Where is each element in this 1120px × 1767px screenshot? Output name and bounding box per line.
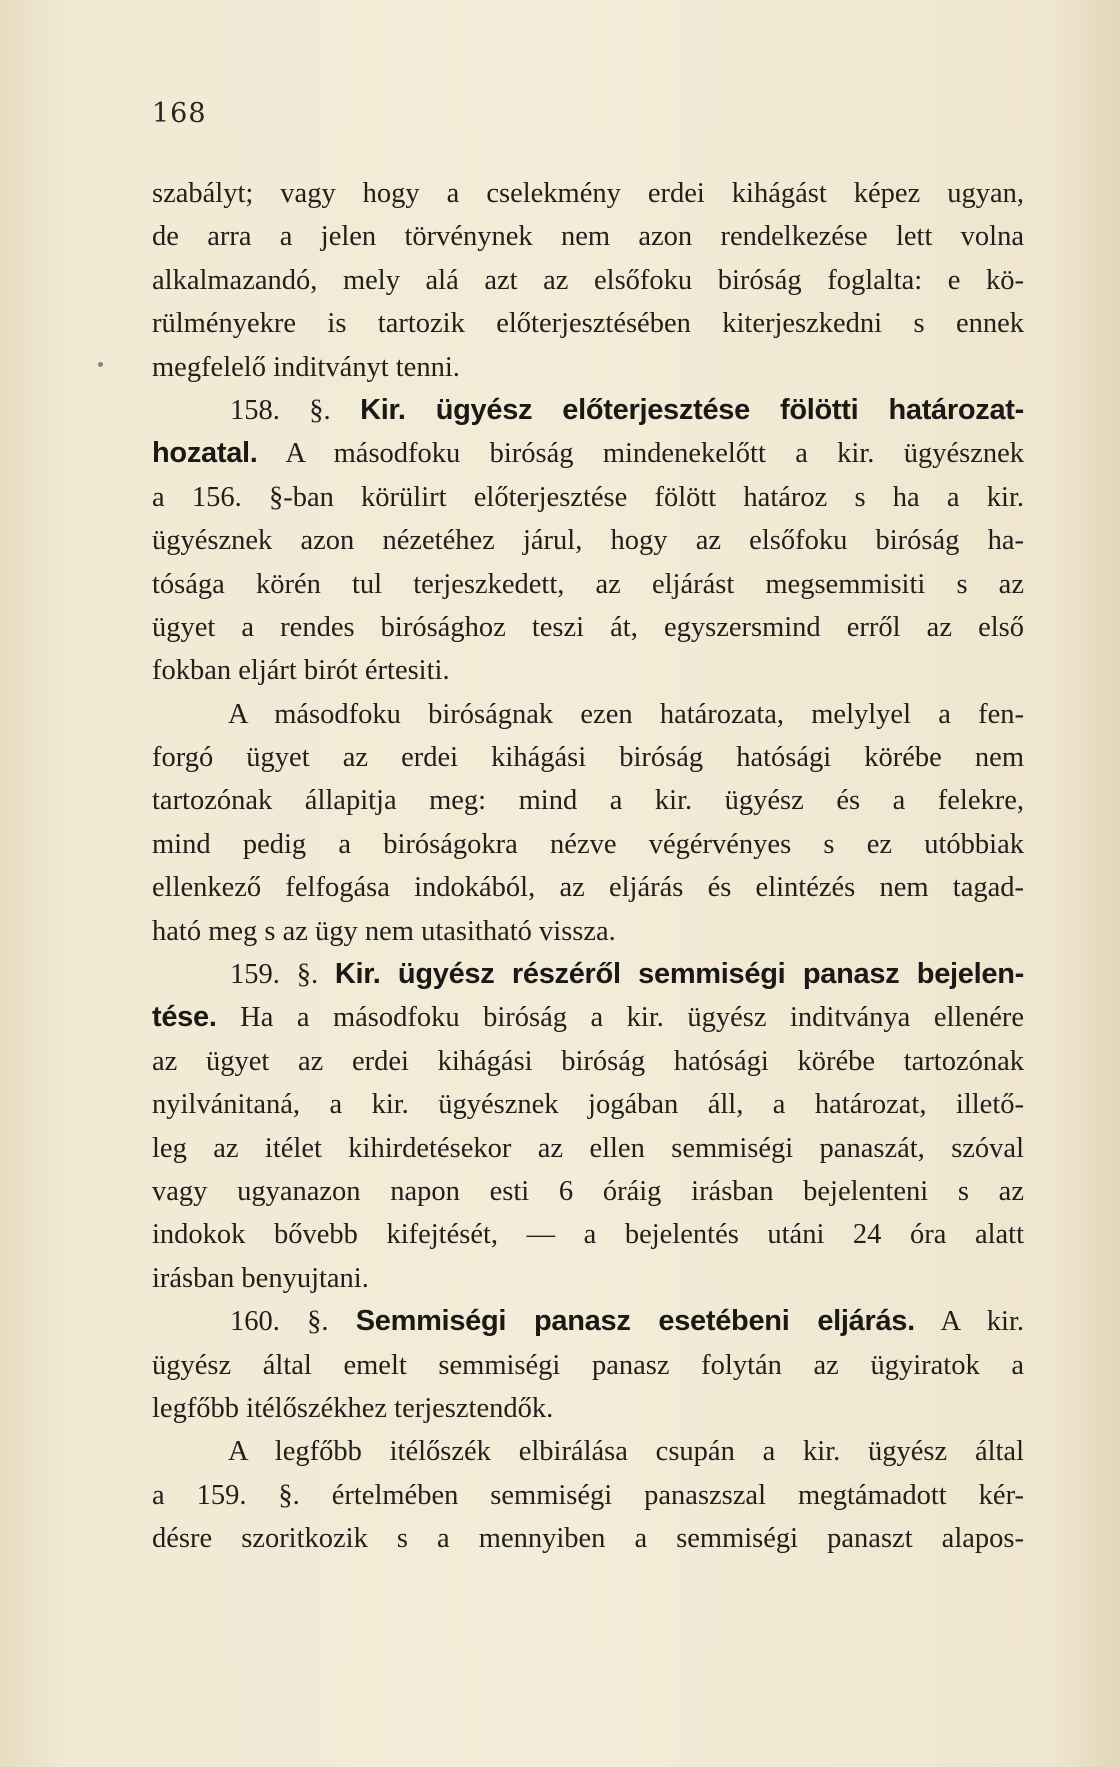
section-159-heading-line <box>152 953 1024 996</box>
text-line: ható meg s az ügy nem utasitható vissza. <box>152 915 616 947</box>
page-number: 168 <box>152 98 207 129</box>
text-line: forgó ügyet az erdei kihágási biróság hatósági körébe nem <box>152 742 1024 774</box>
text-line: alkalmazandó, mely alá azt az elsőfoku biróság foglalta: e kö- <box>152 264 1024 296</box>
text-line: A másodfoku biróságnak ezen határozata, melylyel a fen- <box>228 698 1024 730</box>
text-line: tósága körén tul terjeszkedett, az eljárást megsemmisiti s az <box>152 568 1024 600</box>
text-line: ügyésznek azon nézetéhez járul, hogy az elsőfoku biróság ha- <box>152 525 1024 557</box>
section-158-text: A másodfoku biróság mindenekelőtt a kir. ügyésznek <box>285 438 1024 470</box>
section-159-line <box>152 996 1024 1039</box>
text-line: rülményekre is tartozik előterjesztésében kiterjeszkedni s ennek <box>152 308 1024 340</box>
text-line: ügyész által emelt semmiségi panasz folytán az ügyiratok a <box>152 1349 1024 1381</box>
text-line: leg az itélet kihirdetésekor az ellen semmiségi panaszát, szóval <box>152 1132 1024 1164</box>
section-158-number: 158. §. <box>230 394 331 426</box>
section-159-heading: Kir. ügyész részéről semmiségi panasz bejelen- <box>334 958 1024 991</box>
section-158-heading-line <box>152 389 1024 432</box>
text-line: ellenkező felfogása indokából, az eljárás és elintézés nem tagad- <box>152 872 1024 904</box>
text-line: A legfőbb itélőszék elbirálása csupán a kir. ügyész által <box>228 1436 1024 1468</box>
section-158-heading: Kir. ügyész előterjesztése fölötti határozat- <box>360 393 1025 426</box>
margin-speck <box>98 362 103 367</box>
section-159-heading-end: tése. <box>152 1001 217 1034</box>
text-line: désre szoritkozik s a mennyiben a semmiségi panaszt alapos- <box>152 1523 1024 1555</box>
section-160-heading-line <box>152 1300 1024 1343</box>
text-line: de arra a jelen törvénynek nem azon rendelkezése lett volna <box>152 221 1024 253</box>
section-158-heading-end: hozatal. <box>152 437 258 470</box>
body-text <box>152 172 1024 1561</box>
text-line: nyilvánitaná, a kir. ügyésznek jogában áll, a határozat, illető- <box>152 1089 1024 1121</box>
text-line: indokok bővebb kifejtését, — a bejelentés utáni 24 óra alatt <box>152 1219 1024 1251</box>
text-line: az ügyet az erdei kihágási biróság hatósági körébe tartozónak <box>152 1045 1024 1077</box>
text-line: ügyet a rendes birósághoz teszi át, egyszersmind erről az első <box>152 611 1024 643</box>
text-line: mind pedig a biróságokra nézve végérvényes s ez utóbbiak <box>152 828 1024 860</box>
section-160-heading: Semmiségi panasz esetébeni eljárás. <box>355 1305 915 1338</box>
section-159-text: Ha a másodfoku biróság a kir. ügyész inditványa ellenére <box>240 1002 1024 1034</box>
text-line: a 159. §. értelmében semmiségi panaszszal megtámadott kér- <box>152 1479 1024 1511</box>
text-line: a 156. §-ban körülirt előterjesztése fölött határoz s ha a kir. <box>152 481 1024 513</box>
text-line: irásban benyujtani. <box>152 1262 369 1294</box>
text-line: megfelelő inditványt tenni. <box>152 351 460 383</box>
section-160-text: A kir. <box>940 1306 1024 1338</box>
text-line: fokban eljárt birót értesiti. <box>152 655 450 687</box>
text-line: vagy ugyanazon napon esti 6 óráig irásban bejelenteni s az <box>152 1175 1024 1207</box>
text-line: tartozónak állapitja meg: mind a kir. ügyész és a felekre, <box>152 785 1024 817</box>
section-158-line <box>152 432 1024 475</box>
text-line: legfőbb itélőszékhez terjesztendők. <box>152 1392 554 1424</box>
text-line: szabályt; vagy hogy a cselekmény erdei kihágást képez ugyan, <box>152 178 1024 209</box>
section-159-number: 159. §. <box>230 959 319 991</box>
section-160-number: 160. §. <box>230 1306 329 1338</box>
